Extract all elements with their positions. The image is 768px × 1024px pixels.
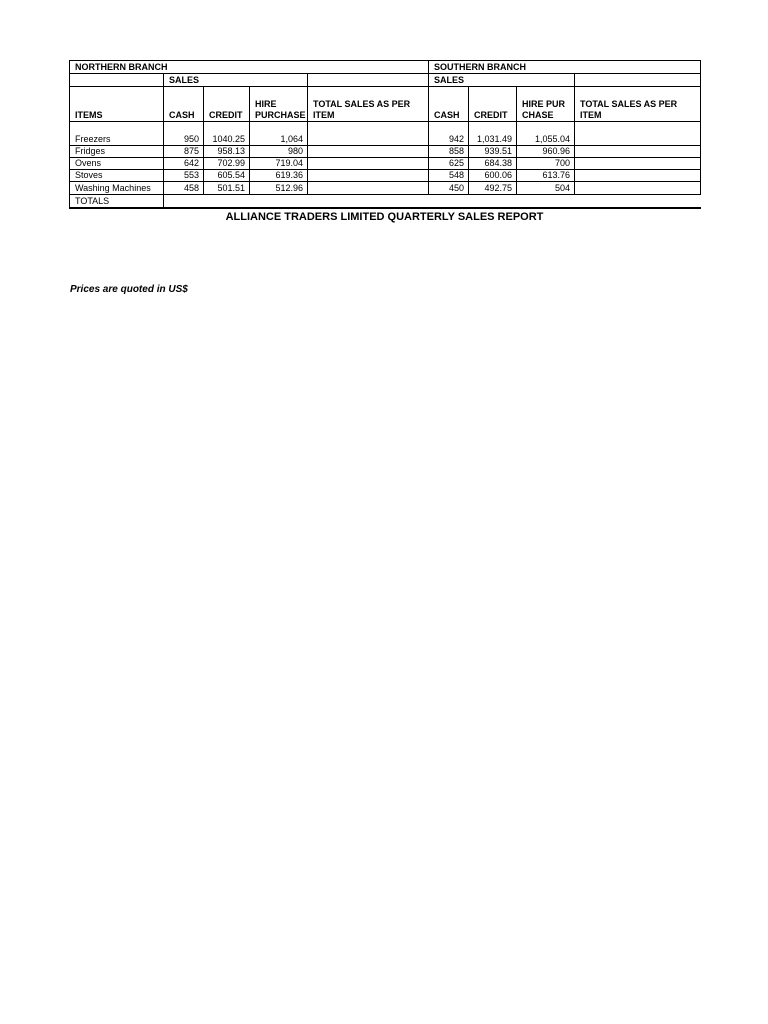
northern-cash-cell: 642 — [164, 158, 204, 170]
item-name: Washing Machines — [70, 182, 164, 195]
southern-credit-cell: 600.06 — [469, 170, 517, 182]
blank-cell — [575, 74, 701, 87]
northern-cash-cell: 950 — [164, 122, 204, 146]
totals-row — [70, 195, 701, 208]
southern-total-cell — [575, 146, 701, 158]
northern-credit-cell: 605.54 — [204, 170, 250, 182]
southern-cash-cell: 942 — [429, 122, 469, 146]
northern-hire-cell: 512.96 — [250, 182, 308, 195]
southern-total-cell — [575, 158, 701, 170]
item-name: Stoves — [70, 170, 164, 182]
northern-total-sales-header: TOTAL SALES AS PER ITEM — [308, 87, 429, 122]
northern-branch-header: NORTHERN BRANCH — [70, 61, 429, 74]
item-name: Ovens — [70, 158, 164, 170]
item-name: Fridges — [70, 146, 164, 158]
southern-sales-header: SALES — [429, 74, 575, 87]
northern-hire-purchase-header: HIRE PURCHASE — [250, 87, 308, 122]
northern-hire-cell: 619.36 — [250, 170, 308, 182]
items-column-header: ITEMS — [70, 87, 164, 122]
southern-total-cell — [575, 182, 701, 195]
northern-total-cell — [308, 182, 429, 195]
northern-hire-cell: 980 — [250, 146, 308, 158]
report-title: ALLIANCE TRADERS LIMITED QUARTERLY SALES REPORT — [225, 211, 544, 223]
northern-total-cell — [308, 122, 429, 146]
southern-hire-cell: 700 — [517, 158, 575, 170]
sales-table — [69, 60, 701, 209]
northern-credit-header: CREDIT — [204, 87, 250, 122]
blank-cell — [70, 74, 164, 87]
table-row — [70, 146, 701, 158]
southern-total-cell — [575, 170, 701, 182]
southern-total-sales-header: TOTAL SALES AS PER ITEM — [575, 87, 701, 122]
southern-credit-cell: 1,031.49 — [469, 122, 517, 146]
southern-hire-purchase-header: HIRE PURCHASE — [517, 87, 575, 122]
table-row — [70, 122, 701, 146]
northern-cash-cell: 875 — [164, 146, 204, 158]
northern-total-cell — [308, 158, 429, 170]
totals-empty-span — [164, 195, 701, 208]
northern-cash-header: CASH — [164, 87, 204, 122]
southern-branch-header: SOUTHERN BRANCH — [429, 61, 701, 74]
southern-credit-header: CREDIT — [469, 87, 517, 122]
northern-hire-cell: 1,064 — [250, 122, 308, 146]
northern-credit-cell: 958.13 — [204, 146, 250, 158]
blank-cell — [308, 74, 429, 87]
southern-cash-cell: 450 — [429, 182, 469, 195]
northern-credit-cell: 501.51 — [204, 182, 250, 195]
northern-total-cell — [308, 146, 429, 158]
northern-cash-cell: 553 — [164, 170, 204, 182]
table-row — [70, 170, 701, 182]
item-name: Freezers — [70, 122, 164, 146]
southern-cash-cell: 625 — [429, 158, 469, 170]
table-row — [70, 182, 701, 195]
southern-hire-cell: 613.76 — [517, 170, 575, 182]
southern-credit-cell: 939.51 — [469, 146, 517, 158]
table-row — [70, 158, 701, 170]
southern-credit-cell: 684.38 — [469, 158, 517, 170]
southern-cash-cell: 548 — [429, 170, 469, 182]
southern-hire-cell: 504 — [517, 182, 575, 195]
northern-total-cell — [308, 170, 429, 182]
northern-sales-header: SALES — [164, 74, 308, 87]
southern-total-cell — [575, 122, 701, 146]
northern-credit-cell: 1040.25 — [204, 122, 250, 146]
southern-credit-cell: 492.75 — [469, 182, 517, 195]
northern-credit-cell: 702.99 — [204, 158, 250, 170]
southern-cash-cell: 858 — [429, 146, 469, 158]
southern-cash-header: CASH — [429, 87, 469, 122]
currency-footnote: Prices are quoted in US$ — [70, 284, 188, 295]
southern-hire-cell: 960.96 — [517, 146, 575, 158]
northern-cash-cell: 458 — [164, 182, 204, 195]
northern-hire-cell: 719.04 — [250, 158, 308, 170]
southern-hire-cell: 1,055.04 — [517, 122, 575, 146]
totals-label: TOTALS — [70, 195, 164, 208]
